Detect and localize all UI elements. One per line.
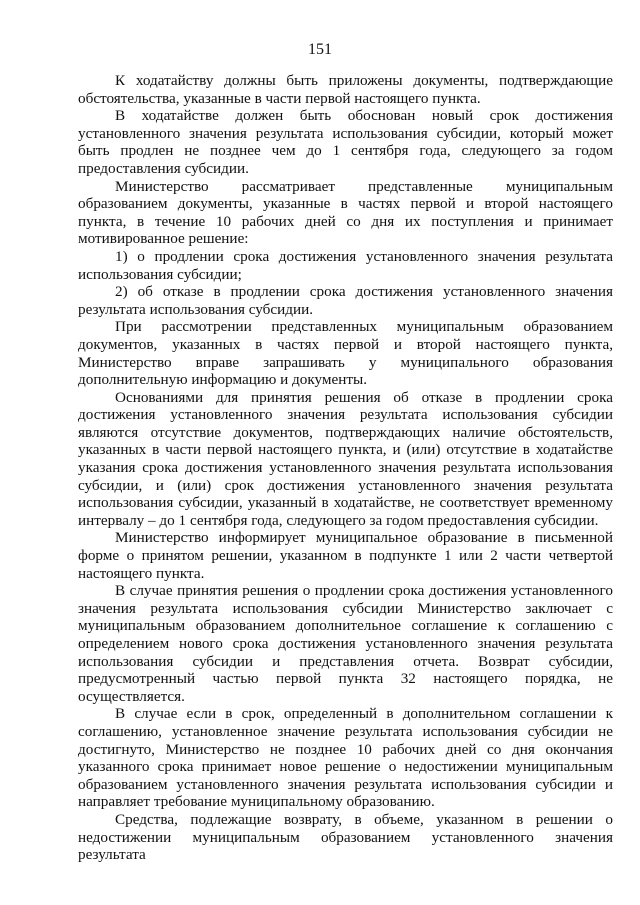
paragraph-funds-return: Средства, подлежащие возврату, в объеме, указанном в решении о недостижении муниципальным образованием установленного значения результата (78, 810, 613, 864)
paragraph-option-extend: 1) о продлении срока достижения установленного значения результата использования субсидии; (78, 247, 613, 283)
paragraph-request-info: При рассмотрении представленных муниципальным образованием документов, указанных в частях первой и второй настоящего пункта, Министерство вправе запрашивать у муниципального образования дополнительную информацию и документы. (78, 318, 613, 389)
paragraph-ministry-review: Министерство рассматривает представленные муниципальным образованием документы, указанные в частях первой и второй настоящего пункта, в течение 10 рабочих дней со дня их поступления и принимает мотивированное решение: (78, 177, 613, 248)
paragraph-refusal-grounds: Основаниями для принятия решения об отказе в продлении срока достижения установленного значения результата использования субсидии являются отсутствие документов, подтверждающих наличие обстоятельств, указанных в части первой настоящего пункта, и (или) отсутствие в ходатайстве указания срока достижения установленного значения результата использования субсидии, и (или) срок достижения установленного значения результата использования субсидии, указанный в ходатайстве, не соответствует временному интервалу – до 1 сентября года, следующего за годом предоставления субсидии. (78, 388, 613, 529)
paragraph-attachments: К ходатайству должны быть приложены документы, подтверждающие обстоятельства, указанные в части первой настоящего пункта. (78, 72, 613, 107)
paragraph-new-deadline: В ходатайстве должен быть обоснован новый срок достижения установленного значения результата использования субсидии, который может быть продлен не позднее чем до 1 сентября года, следующего за годом предоставления субсидии. (78, 107, 613, 177)
paragraph-notification: Министерство информирует муниципальное образование в письменной форме о принятом решении, указанном в подпункте 1 или 2 части четвертой настоящего пункта. (78, 529, 613, 582)
document-body (78, 72, 613, 864)
paragraph-extension-agreement: В случае принятия решения о продлении срока достижения установленного значения результата использования субсидии Министерство заключает с муниципальным образованием дополнительное соглашение к соглашению с определением нового срока достижения установленного значения результата использования субсидии и представления отчета. Возврат субсидии, предусмотренный частью первой пункта 32 настоящего порядка, не осуществляется. (78, 582, 613, 705)
paragraph-option-refuse: 2) об отказе в продлении срока достижения установленного значения результата использования субсидии. (78, 283, 613, 318)
page-number: 151 (308, 41, 332, 58)
paragraph-not-achieved: В случае если в срок, определенный в дополнительном соглашении к соглашению, установленное значение результата использования субсидии не достигнуто, Министерство не позднее 10 рабочих дней со дня окончания указанного срока принимает новое решение о недостижении муниципальным образованием установленного значения результата использования субсидии и направляет требование муниципальному образованию. (78, 705, 613, 811)
